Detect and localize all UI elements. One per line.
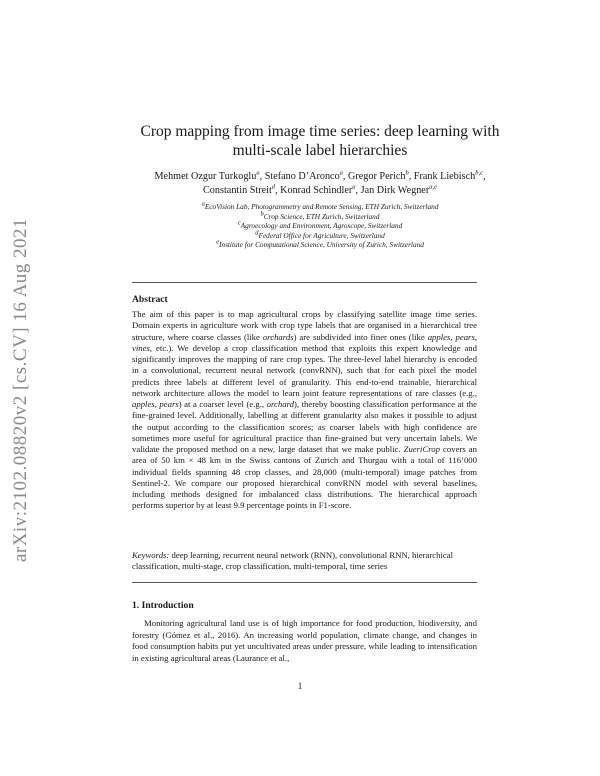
author: Stefano D’Aronco$^a$, <box>264 169 349 182</box>
abstract-text: The aim of this paper is to map agricultural crops by classifying satellite image time series. Domain experts in agriculture work with crop type labels that are organised in a hierarchical tree structure, where coarse classes (like orchards) are subdivided into finer ones (like apples, pears, vines, etc.). We develop a crop classification method that exploits this expert knowledge and significantly improves the mapping of rare crop types. The three-level label hierarchy is encoded in a convolutional, recurrent neural network (convRNN), such that for each pixel the model predicts three labels at different level of granularity. This end-to-end trainable, hierarchical network architecture allows the model to learn joint feature representations of rare classes (e.g., apples, pears) at a coarser level (e.g., orchard), thereby boosting classification performance at the fine-grained level. Additionally, labelling at different granularity also makes it possible to adjust the output according to the classification scores; as coarser labels with high confidence are sometimes more useful for agricultural practice than fine-grained but very uncertain labels. We validate the proposed method on a new, large dataset that we make public. ZueriCrop covers an area of 50 km × 48 km in the Swiss cantons of Zurich and Thurgau with a total of 116’000 individual fields spanning 48 crop classes, and 28,000 (multi-temporal) image patches from Sentinel-2. We compare our proposed hierarchical convRNN model with several baselines, including methods designed for imbalanced class distributions. The hierarchical approach performs superior by at least 9.9 percentage points in F1-score. <box>132 309 477 511</box>
paper-title <box>100 122 540 160</box>
abstract-heading: Abstract <box>132 294 168 305</box>
section-heading-introduction: 1. Introduction <box>132 600 194 611</box>
keywords <box>132 550 477 573</box>
keywords-text: deep learning, recurrent neural network (RNN), convolutional RNN, hierarchical classification, multi-stage, crop classification, multi-temporal, time series <box>132 550 454 572</box>
affiliation: $^a$EcoVision Lab, Photogrammetry and Remote Sensing, ETH Zurich, Switzerland <box>201 200 439 211</box>
author: Mehmet Ozgur Turkoglu$^a$, <box>154 169 265 182</box>
affiliation: $^d$Federal Office for Agriculture, Switzerland <box>255 229 385 240</box>
affiliation: $^c$Agroecology and Environment, Agroscope, Switzerland <box>237 219 403 231</box>
abstract-top-rule <box>132 282 477 283</box>
arxiv-identifier-text: arXiv:2102.08820v2 [cs.CV] 16 Aug 2021 <box>10 217 31 563</box>
introduction-text: Monitoring agricultural land use is of high importance for food production, biodiversity, and forestry (Gómez et al., 2016). An increasing world population, climate change, and changes in food consumption habits put yet uncultivated areas under pressure, while leading to intensification in existing agricultural areas (Laurance et al., <box>132 618 477 663</box>
keywords-label: Keywords: <box>132 550 170 560</box>
author: Konrad Schindler$^a$, <box>280 183 361 196</box>
title-line-2: multi-scale label hierarchies <box>232 142 408 159</box>
author: Constantin Streit$^d$, <box>203 183 281 196</box>
arxiv-identifier-stamp <box>6 200 36 580</box>
page-number: 1 <box>297 681 303 691</box>
affiliation: $^b$Crop Science, ETH Zurich, Switzerland <box>260 210 380 221</box>
affiliation: $^e$Institute for Computational Science, University of Zurich, Switzerland <box>216 238 424 250</box>
author: Frank Liebisch$^{b,c}$, <box>413 169 486 182</box>
author: Gregor Perich$^b$, <box>348 169 414 182</box>
author-list <box>100 170 540 198</box>
author: Jan Dirk Wegner$^{a,e}$ <box>360 183 437 196</box>
abstract-bottom-rule <box>132 582 477 583</box>
title-line-1: Crop mapping from image time series: deep learning with <box>140 123 500 140</box>
affiliation-list <box>100 202 540 250</box>
